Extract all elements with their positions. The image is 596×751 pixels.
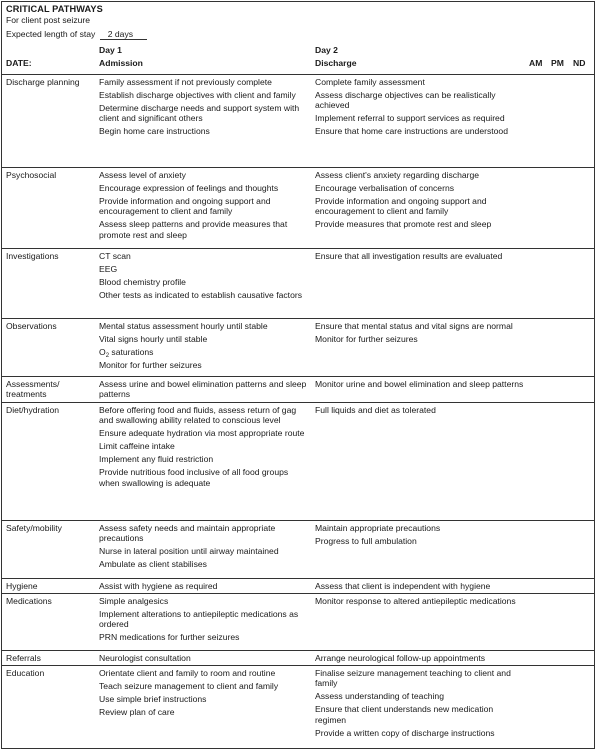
day1-item: PRN medications for further seizures	[99, 632, 240, 643]
day1-item: Use simple brief instructions	[99, 693, 207, 704]
date-label: DATE:	[6, 58, 32, 68]
day2-cell	[315, 405, 525, 418]
day1-item: Vital signs hourly until stable	[99, 333, 208, 344]
row-label: Assessments/ treatments	[6, 379, 60, 400]
day1-item: Assess level of anxiety	[99, 170, 186, 180]
day1-item: Assess safety needs and maintain appropriate precautions	[99, 523, 276, 544]
day2-item: Assess that client is independent with hygiene	[315, 581, 491, 591]
day1-item: Monitor for further seizures	[99, 359, 202, 370]
day1-item: Blood chemistry profile	[99, 276, 186, 287]
day1-cell	[99, 321, 307, 373]
day1-item: $O_2$ saturations	[99, 346, 154, 359]
day1-item: Ambulate as client stabilises	[99, 559, 207, 570]
day1-item: Establish discharge objectives with client and family	[99, 89, 296, 100]
day1-item: Family assessment if not previously complete	[99, 77, 272, 87]
day1-cell	[99, 668, 307, 720]
day1-header: Day 1	[99, 45, 122, 55]
am-column-header: AM	[529, 58, 543, 68]
day2-item: Maintain appropriate precautions	[315, 523, 441, 533]
day2-item: Ensure that home care instructions are understood	[315, 126, 508, 137]
day1-item: Orientate client and family to room and routine	[99, 668, 276, 678]
day1-item: Assist with hygiene as required	[99, 581, 218, 591]
day1-item: Begin home care instructions	[99, 126, 210, 137]
day2-item: Assess discharge objectives can be realistically achieved	[315, 89, 496, 111]
pathway-row	[2, 665, 594, 751]
day2-item: Assess client's anxiety regarding discharge	[315, 170, 480, 180]
day1-cell	[99, 523, 307, 572]
day2-item: Provide a written copy of discharge instructions	[315, 727, 495, 738]
day1-item: Assess urine and bowel elimination patterns and sleep patterns	[99, 379, 307, 400]
pathway-row	[2, 593, 594, 651]
length-of-stay	[6, 29, 147, 40]
day2-item: Ensure that all investigation results are evaluated	[315, 251, 503, 261]
day2-item: Provide information and ongoing support and encouragement to client and family	[315, 195, 487, 217]
row-label: Diet/hydration	[6, 405, 60, 415]
day1-item: Provide information and ongoing support and encouragement to client and family	[99, 195, 271, 217]
day2-item: Monitor response to altered antiepileptic medications	[315, 596, 516, 606]
pathway-row	[2, 167, 594, 249]
day2-item: Progress to full ambulation	[315, 535, 417, 546]
day1-item: Review plan of care	[99, 706, 175, 717]
day1-cell	[99, 405, 307, 491]
day1-item: Mental status assessment hourly until stable	[99, 321, 268, 331]
day2-item: Complete family assessment	[315, 77, 425, 87]
day2-item: Arrange neurological follow-up appointments	[315, 653, 486, 663]
pathway-row	[2, 376, 594, 403]
day1-item: Implement alterations to antiepileptic medications as ordered	[99, 608, 299, 630]
row-label: Safety/mobility	[6, 523, 62, 533]
critical-pathway-document	[1, 1, 595, 749]
day1-item: Determine discharge needs and support system with client and significant others	[99, 102, 300, 124]
day1-cell	[99, 170, 307, 243]
day2-item: Monitor urine and bowel elimination and sleep patterns	[315, 379, 524, 389]
pathway-row	[2, 248, 594, 319]
column-headers	[2, 45, 594, 71]
day1-item: Teach seizure management to client and family	[99, 680, 279, 691]
day1-item: Before offering food and fluids, assess return of gag and swallowing ability related to conscious level	[99, 405, 297, 426]
row-label: Education	[6, 668, 45, 678]
day2-item: Monitor for further seizures	[315, 333, 418, 344]
day2-item: Full liquids and diet as tolerated	[315, 405, 436, 415]
row-label: Hygiene	[6, 581, 38, 591]
day1-cell	[99, 251, 307, 303]
day2-header: Day 2	[315, 45, 338, 55]
day2-item: Finalise seizure management teaching to client and family	[315, 668, 511, 689]
length-of-stay-value: 2 days	[100, 29, 147, 40]
day1-item: Provide nutritious food inclusive of all food groups when swallowing is adequate	[99, 467, 289, 488]
day2-item: Encourage verbalisation of concerns	[315, 182, 455, 193]
day2-cell	[315, 251, 525, 264]
pathway-row	[2, 318, 594, 377]
pathway-row	[2, 578, 594, 594]
day1-cell	[99, 77, 307, 139]
day2-item: Ensure that client understands new medication regimen	[315, 704, 494, 725]
day1-item: Assess sleep patterns and provide measures that promote rest and sleep	[99, 219, 288, 240]
day1-cell	[99, 596, 307, 645]
nd-column-header: ND	[573, 58, 586, 68]
pathway-row	[2, 402, 594, 521]
day1-item: Implement any fluid restriction	[99, 454, 214, 465]
length-of-stay-label: Expected length of stay	[6, 28, 96, 39]
row-label: Discharge planning	[6, 77, 80, 87]
pathway-row	[2, 650, 594, 666]
day1-item: Neurologist consultation	[99, 653, 191, 663]
pathway-row	[2, 74, 594, 168]
day2-item: Ensure that mental status and vital signs are normal	[315, 321, 513, 331]
pathway-row	[2, 520, 594, 579]
day1-item: EEG	[99, 263, 118, 274]
document-subtitle: For client post seizure	[6, 15, 91, 26]
day2-cell	[315, 379, 525, 392]
day2-item: Assess understanding of teaching	[315, 691, 444, 702]
row-label: Psychosocial	[6, 170, 57, 180]
day1-item: Nurse in lateral position until airway maintained	[99, 546, 279, 557]
document-title: CRITICAL PATHWAYS	[6, 4, 103, 14]
day2-cell	[315, 77, 525, 139]
day2-item: Implement referral to support services as required	[315, 113, 505, 124]
row-label: Referrals	[6, 653, 41, 663]
day1-item: Limit caffeine intake	[99, 441, 175, 452]
day1-item: Encourage expression of feelings and thoughts	[99, 182, 279, 193]
row-label: Medications	[6, 596, 52, 606]
document-header	[6, 4, 147, 40]
day1-cell	[99, 379, 307, 402]
day1-item: Ensure adequate hydration via most appropriate route	[99, 428, 305, 439]
day2-cell	[315, 523, 525, 549]
day2-item: Provide measures that promote rest and sleep	[315, 219, 492, 230]
day1-item: Other tests as indicated to establish causative factors	[99, 289, 303, 300]
day2-cell	[315, 668, 525, 741]
day2-cell	[315, 596, 525, 609]
day1-item: Simple analgesics	[99, 596, 169, 606]
day2-cell	[315, 321, 525, 347]
day1-subheader: Admission	[99, 58, 143, 68]
day1-item: CT scan	[99, 251, 131, 261]
day2-cell	[315, 170, 525, 232]
row-label: Investigations	[6, 251, 59, 261]
pm-column-header: PM	[551, 58, 564, 68]
day2-subheader: Discharge	[315, 58, 357, 68]
row-label: Observations	[6, 321, 57, 331]
